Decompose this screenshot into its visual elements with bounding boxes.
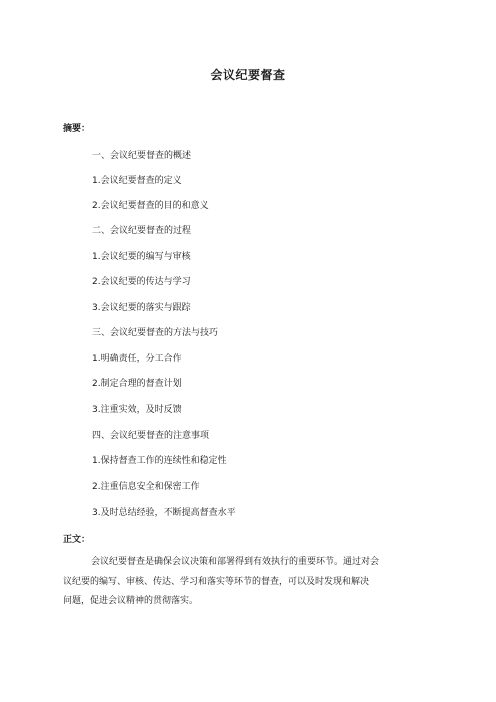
paragraph-line: 议纪要的编写、审核、传达、学习和落实等环节的督查，可以及时发现和解决 [63, 576, 370, 587]
outline-item: 2.制定合理的督查计划 [92, 379, 182, 389]
paragraph-line: 问题，促进会议精神的贯彻落实。 [63, 596, 199, 606]
outline-item: 1.明确责任，分工合作 [92, 354, 182, 364]
outline-item: 1.会议纪要督查的定义 [92, 176, 182, 186]
outline-item: 3.注重实效，及时反馈 [92, 405, 182, 415]
abstract-label: 摘要： [63, 124, 91, 134]
outline-item: 3.及时总结经验，不断提高督查水平 [92, 508, 236, 518]
outline-item: 1.保持督查工作的连续性和稳定性 [92, 456, 227, 466]
outline-item: 1.会议纪要的编写与审核 [92, 252, 191, 262]
outline-item: 一、会议纪要督查的概述 [92, 151, 192, 161]
outline-item: 三、会议纪要督查的方法与技巧 [92, 328, 219, 338]
body-paragraph [63, 553, 435, 612]
outline-item: 3.会议纪要的落实与跟踪 [92, 303, 191, 313]
body-label: 正文： [63, 535, 91, 545]
outline-item: 2.会议纪要督查的目的和意义 [92, 201, 209, 211]
outline-item: 2.会议纪要的传达与学习 [92, 277, 191, 287]
document-title: 会议纪要督查 [210, 68, 286, 82]
outline-item: 四、会议纪要督查的注意事项 [92, 431, 210, 441]
outline-item: 2.注重信息安全和保密工作 [92, 482, 200, 492]
outline-item: 二、会议纪要督查的过程 [92, 226, 192, 236]
paragraph-line: 会议纪要督查是确保会议决策和部署得到有效执行的重要环节。通过对会 [91, 557, 380, 567]
